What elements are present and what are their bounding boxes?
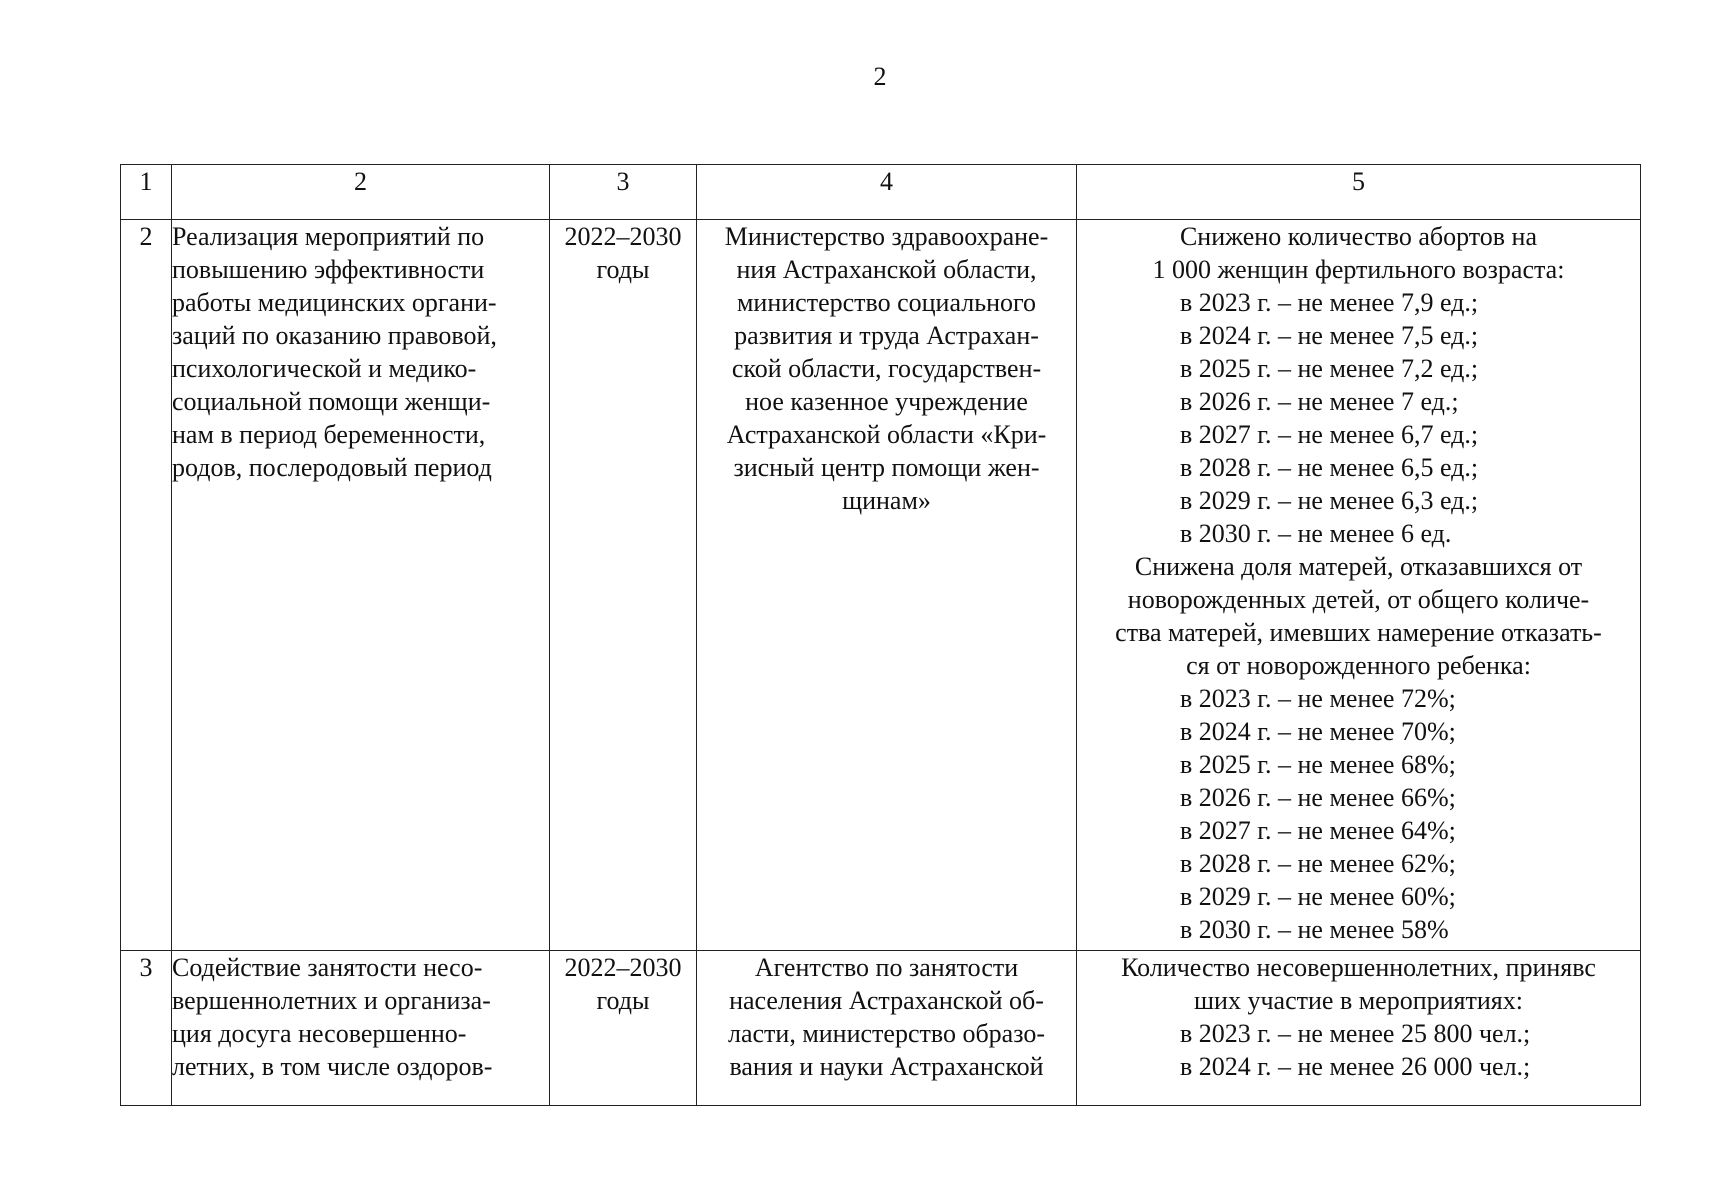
result-year-line: в 2027 г. – не менее 64%; <box>1180 816 1456 845</box>
executors-line: Агентство по занятости <box>754 953 1019 982</box>
executors-line: ния Астраханской области, <box>736 255 1037 284</box>
results-cell <box>1077 951 1641 1106</box>
measure-line: психологической и медико- <box>172 354 477 383</box>
result-intro-line: Снижено количество абортов на <box>1179 222 1538 251</box>
result-year-line: в 2024 г. – не менее 70%; <box>1180 717 1456 746</box>
measure-line: вершеннолетних и организа- <box>172 986 491 1015</box>
result-year-line: в 2023 г. – не менее 7,9 ед.; <box>1180 288 1479 317</box>
period-line: 2022–2030 <box>564 222 682 251</box>
result-year-line: в 2029 г. – не менее 60%; <box>1180 882 1456 911</box>
period-cell <box>550 951 697 1106</box>
measure-line: Содействие занятости несо- <box>172 953 483 982</box>
result-year-line: в 2026 г. – не менее 7 ед.; <box>1180 387 1459 416</box>
row-number: 2 <box>121 220 172 951</box>
measure-line: нам в период беременности, <box>172 420 486 449</box>
executors-line: щинам» <box>842 486 931 515</box>
table-row <box>121 951 1641 1106</box>
executors-line: вания и науки Астраханской <box>729 1052 1044 1081</box>
result-intro-line: новорожденных детей, от общего количе- <box>1127 585 1590 614</box>
result-intro-line: 1 000 женщин фертильного возраста: <box>1152 255 1565 284</box>
result-year-line: в 2029 г. – не менее 6,3 ед.; <box>1180 486 1479 515</box>
measure-cell <box>172 220 550 951</box>
row-number: 3 <box>121 951 172 1106</box>
header-row <box>121 165 1641 220</box>
result-year-line: в 2024 г. – не менее 7,5 ед.; <box>1180 321 1479 350</box>
executors-line: министерство социального <box>736 288 1037 317</box>
executors-cell <box>697 951 1077 1106</box>
result-intro-line: ших участие в мероприятиях: <box>1194 986 1523 1015</box>
period-cell <box>550 220 697 951</box>
result-year-line: в 2030 г. – не менее 6 ед. <box>1180 519 1452 548</box>
result-intro-line: Количество несовершеннолетних, принявс <box>1121 953 1596 982</box>
executors-line: ное казенное учреждение <box>745 387 1028 416</box>
period-line: годы <box>596 986 650 1015</box>
header-col-5: 5 <box>1077 165 1641 220</box>
executors-cell <box>697 220 1077 951</box>
result-intro-line: ства матерей, имевших намерение отказать- <box>1115 618 1602 647</box>
header-col-4: 4 <box>697 165 1077 220</box>
executors-line: зисный центр помощи жен- <box>733 453 1040 482</box>
result-year-line: в 2027 г. – не менее 6,7 ед.; <box>1180 420 1479 449</box>
measure-line: ция досуга несовершенно- <box>172 1019 467 1048</box>
measure-cell <box>172 951 550 1106</box>
executors-line: ской области, государствен- <box>731 354 1042 383</box>
result-intro-line: Снижена доля матерей, отказавшихся от <box>1134 552 1583 581</box>
result-year-line: в 2030 г. – не менее 58% <box>1180 915 1449 944</box>
period-line: 2022–2030 <box>564 953 682 982</box>
result-year-line: в 2023 г. – не менее 72%; <box>1180 684 1456 713</box>
result-year-line: в 2023 г. – не менее 25 800 чел.; <box>1180 1019 1531 1048</box>
measure-line: Реализация мероприятий по <box>172 222 485 251</box>
results-cell <box>1077 220 1641 951</box>
table-row <box>121 220 1641 951</box>
measures-table <box>120 164 1641 1106</box>
result-year-line: в 2025 г. – не менее 7,2 ед.; <box>1180 354 1479 383</box>
measure-line: летних, в том числе оздоров- <box>172 1052 493 1081</box>
page-number: 2 <box>873 62 887 91</box>
measure-line: заций по оказанию правовой, <box>172 321 497 350</box>
result-year-line: в 2024 г. – не менее 26 000 чел.; <box>1180 1052 1531 1081</box>
measure-line: родов, послеродовый период <box>172 453 492 482</box>
measure-line: повышению эффективности <box>172 255 485 284</box>
period-line: годы <box>596 255 650 284</box>
result-year-line: в 2028 г. – не менее 6,5 ед.; <box>1180 453 1479 482</box>
executors-line: населения Астраханской об- <box>729 986 1044 1015</box>
executors-line: Министерство здравоохране- <box>724 222 1049 251</box>
executors-line: ласти, министерство образо- <box>727 1019 1045 1048</box>
header-col-2: 2 <box>172 165 550 220</box>
result-year-line: в 2028 г. – не менее 62%; <box>1180 849 1456 878</box>
measure-line: работы медицинских органи- <box>172 288 497 317</box>
executors-line: развития и труда Астрахан- <box>734 321 1039 350</box>
result-year-line: в 2025 г. – не менее 68%; <box>1180 750 1456 779</box>
result-year-line: в 2026 г. – не менее 66%; <box>1180 783 1456 812</box>
measure-line: социальной помощи женщи- <box>172 387 491 416</box>
executors-line: Астраханской области «Кри- <box>726 420 1047 449</box>
result-intro-line: ся от новорожденного ребенка: <box>1186 651 1531 680</box>
header-col-1: 1 <box>121 165 172 220</box>
header-col-3: 3 <box>550 165 697 220</box>
